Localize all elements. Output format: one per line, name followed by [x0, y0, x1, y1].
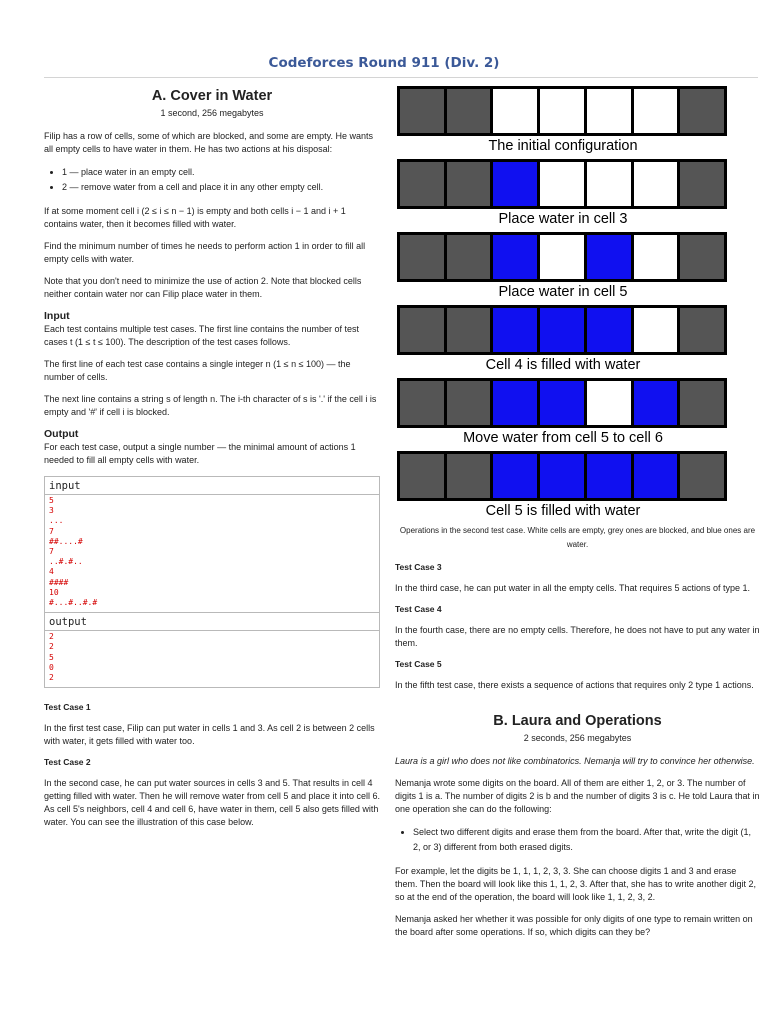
action-item-2: • 2 — remove water from a cell and place it in any other empty cell. — [62, 180, 380, 195]
blocked-cell — [400, 162, 444, 206]
blocked-cell — [400, 381, 444, 425]
cell-strip-4 — [397, 378, 727, 428]
water-cell — [587, 454, 631, 498]
empty-cell — [493, 89, 537, 133]
figure-caption: Place water in cell 3 — [498, 211, 628, 227]
blocked-cell — [680, 454, 724, 498]
blocked-cell — [447, 89, 491, 133]
problem-b-example: For example, let the digits be 1, 1, 1, 2, 3, 3. She can choose digits 1 and 3 and erase them. Then the board will look like this 1, 1, 2, 3. After that, she has to write another digit 2, so at the end of the operation, the board will look like 1, 1, 2, 3, 2. — [395, 866, 757, 902]
input-paragraph-1: Each test contains multiple test cases. The first line contains the number of test cases t (1 ≤ t ≤ 100). The description of the test cases follows. — [44, 324, 359, 347]
water-cell — [493, 308, 537, 352]
water-cell — [540, 381, 584, 425]
problem-a-limits: 1 second, 256 megabytes — [160, 108, 264, 118]
blocked-cell — [680, 308, 724, 352]
cell-strip-1 — [397, 159, 727, 209]
problem-b-intro: Laura is a girl who does not like combinatorics. Nemanja will try to convince her otherwise. — [395, 756, 755, 766]
problem-a-title: A. Cover in Water — [151, 88, 273, 104]
figure-row — [395, 232, 731, 302]
title-divider — [44, 77, 758, 78]
problem-b-statement: Nemanja wrote some digits on the board. All of them are either 1, 2, or 3. The number of digits 1 is a. The number of digits 2 is b and the number of digits 3 is c. He told Laura that in one operation she can do the following: — [395, 778, 760, 814]
task-paragraph: Find the minimum number of times he needs to perform action 1 in order to fill all empty cells with water. — [44, 241, 366, 264]
action-list — [44, 165, 380, 195]
test-case-1-text: In the first test case, Filip can put water in cells 1 and 3. As cell 2 is between 2 cells with water, it gets filled with water too. — [44, 723, 375, 747]
blocked-cell — [400, 454, 444, 498]
cell-strip-0 — [397, 86, 727, 136]
blocked-cell — [400, 235, 444, 279]
test-case-1-heading: Test Case 1 — [44, 702, 91, 713]
output-paragraph: For each test case, output a single number — the minimal amount of actions 1 needed to fill all empty cells with water. — [44, 442, 356, 465]
blocked-cell — [680, 235, 724, 279]
input-paragraph-2: The first line of each test case contains a single integer n (1 ≤ n ≤ 100) — the number of cells. — [44, 359, 351, 382]
blocked-cell — [680, 89, 724, 133]
cell-strip-2 — [397, 232, 727, 282]
figure-row — [395, 86, 731, 156]
test-case-4-text: In the fourth case, there are no empty cells. Therefore, he does not have to put any water in them. — [395, 625, 760, 648]
test-case-5-text: In the fifth test case, there exists a sequence of actions that requires only 2 type 1 actions. — [395, 680, 754, 690]
problem-b-title: B. Laura and Operations — [493, 713, 662, 729]
sample-input-text[interactable]: 5 3 ... 7 ##....# 7 ..#.#.. 4 #### 10 #...#..#.# — [49, 496, 98, 608]
cell-strip-5 — [397, 451, 727, 501]
blocked-cell — [447, 308, 491, 352]
operation-item: • Select two different digits and erase them from the board. After that, write the digit (1, 2, or 3) different from both erased digits. — [413, 825, 760, 855]
test-case-2-text: In the second case, he can put water sources in cells 3 and 5. That results in cell 4 getting filled with water. Then he will remove water from cell 5 and place it into cell 6. As cell 5's neighbors, cell 4 and cell 6, have water in them, cell 5 also gets filled with water. You can see the illustration of this case below. — [44, 778, 380, 828]
blocked-cell — [447, 235, 491, 279]
water-cell — [493, 235, 537, 279]
blocked-cell — [680, 381, 724, 425]
test-case-2-heading: Test Case 2 — [44, 757, 91, 768]
input-paragraph-3: The next line contains a string s of length n. The i-th character of s is '.' if the cell i is empty and '#' if cell i is blocked. — [44, 394, 377, 417]
figure-caption: Place water in cell 5 — [498, 284, 628, 300]
empty-cell — [540, 89, 584, 133]
empty-cell — [634, 89, 678, 133]
test-case-3-heading: Test Case 3 — [395, 562, 442, 572]
figure-caption: Move water from cell 5 to cell 6 — [463, 430, 663, 446]
sample-input-label: input — [45, 477, 379, 495]
action-item-1: • 1 — place water in an empty cell. — [62, 165, 380, 180]
empty-cell — [587, 89, 631, 133]
blocked-cell — [447, 454, 491, 498]
figure-row — [395, 305, 731, 375]
empty-cell — [540, 162, 584, 206]
water-cell — [493, 381, 537, 425]
problem-a-statement: Filip has a row of cells, some of which are blocked, and some are empty. He wants all empty cells to have water in them. He has two actions at his disposal: — [44, 131, 373, 154]
water-cell — [540, 308, 584, 352]
right-column — [395, 86, 760, 948]
test-case-5-heading: Test Case 5 — [395, 659, 442, 669]
problem-b-limits: 2 seconds, 256 megabytes — [523, 733, 632, 743]
blocked-cell — [447, 162, 491, 206]
figure-note: Operations in the second test case. White cells are empty, grey ones are blocked, and blue ones are water. — [399, 526, 756, 549]
blocked-cell — [447, 381, 491, 425]
operation-list — [395, 825, 760, 855]
figure-row — [395, 159, 731, 229]
empty-cell — [634, 308, 678, 352]
figure-caption: Cell 4 is filled with water — [485, 357, 641, 373]
sample-test-box — [44, 476, 380, 688]
blocked-cell — [400, 89, 444, 133]
empty-cell — [634, 235, 678, 279]
figure-row — [395, 451, 731, 521]
water-cell — [634, 454, 678, 498]
water-cell — [587, 308, 631, 352]
sample-output-label: output — [45, 613, 379, 631]
test-case-3-text: In the third case, he can put water in all the empty cells. That requires 5 actions of type 1. — [395, 583, 751, 593]
fill-rule-paragraph: If at some moment cell i (2 ≤ i ≤ n − 1) is empty and both cells i − 1 and i + 1 contains water, then it becomes filled with water. — [44, 206, 346, 229]
test-case-4-heading: Test Case 4 — [395, 604, 442, 614]
figure-caption: Cell 5 is filled with water — [485, 503, 641, 519]
water-cell — [540, 454, 584, 498]
empty-cell — [587, 162, 631, 206]
output-heading: Output — [44, 428, 79, 440]
empty-cell — [587, 381, 631, 425]
contest-title[interactable]: Codeforces Round 911 (Div. 2) — [268, 55, 500, 71]
empty-cell — [540, 235, 584, 279]
figure-row — [395, 378, 731, 448]
note-paragraph: Note that you don't need to minimize the use of action 2. Note that blocked cells neither contain water nor can Filip place water in them. — [44, 276, 362, 299]
figure-caption: The initial configuration — [488, 138, 638, 154]
empty-cell — [634, 162, 678, 206]
water-cell — [587, 235, 631, 279]
water-cell — [493, 162, 537, 206]
water-cell — [634, 381, 678, 425]
input-heading: Input — [44, 310, 70, 322]
blocked-cell — [400, 308, 444, 352]
problem-a-column — [44, 86, 380, 838]
water-illustration — [395, 86, 731, 521]
problem-b-question: Nemanja asked her whether it was possible for only digits of one type to remain written on the board after some operations. If so, which digits can they be? — [395, 914, 753, 937]
blocked-cell — [680, 162, 724, 206]
sample-output-text[interactable]: 2 2 5 0 2 — [49, 632, 54, 683]
cell-strip-3 — [397, 305, 727, 355]
water-cell — [493, 454, 537, 498]
